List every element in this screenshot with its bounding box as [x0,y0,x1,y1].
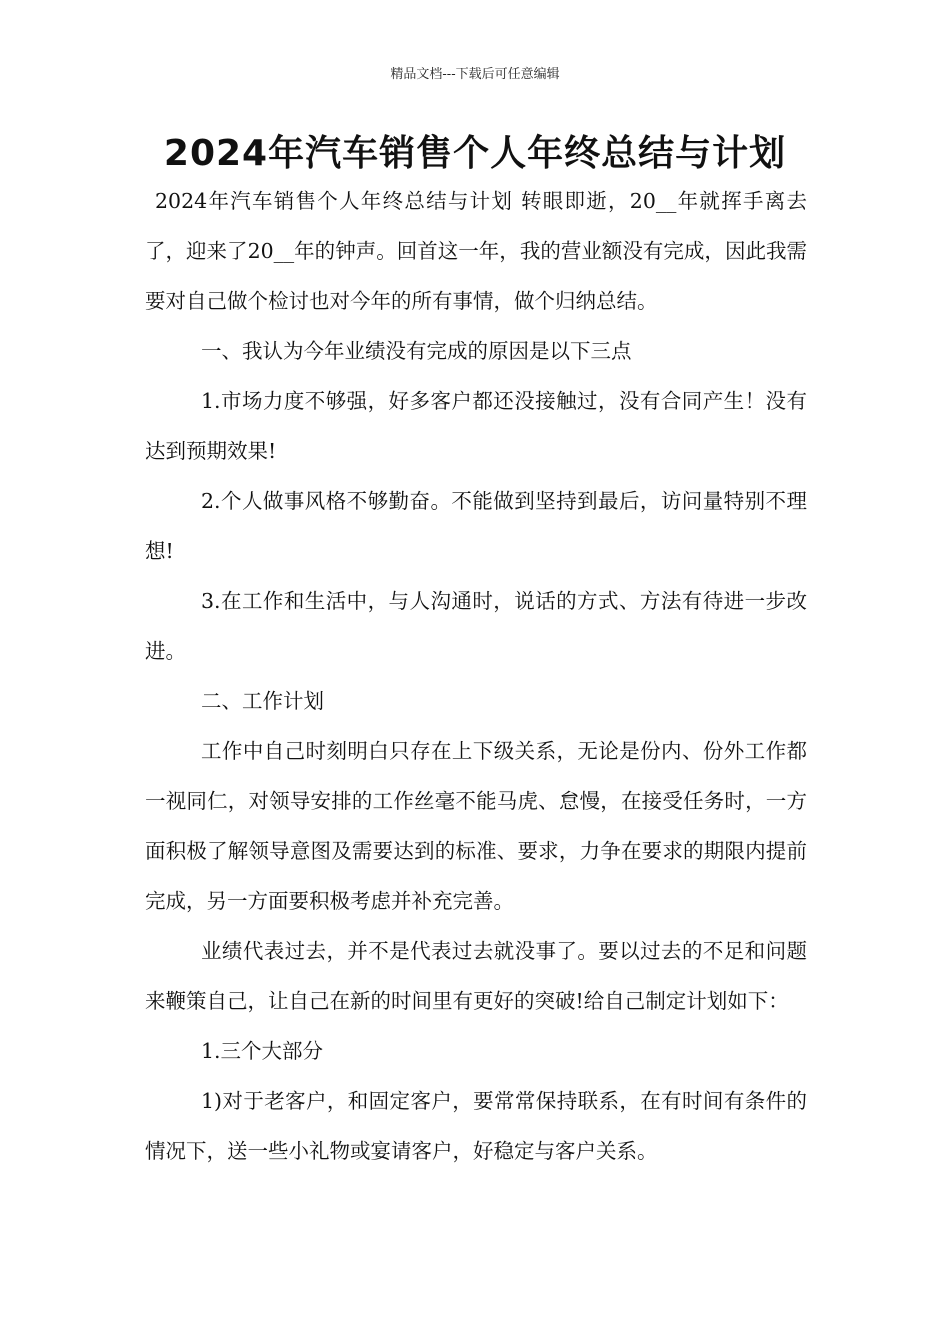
paragraph-intro: 2024年汽车销售个人年终总结与计划 转眼即逝，20__年就挥手离去了，迎来了20__年的钟声。回首这一年，我的营业额没有完成，因此我需要对自己做个检讨也对今年的所有事情，做个归纳总结。 [145,189,807,313]
subheading-three-parts: 1.三个大部分 [201,1039,324,1063]
paragraph-reason-2: 2.个人做事风格不够勤奋。不能做到坚持到最后，访问量特别不理想! [145,489,807,563]
document-body [145,176,807,1176]
section-heading-reasons: 一、我认为今年业绩没有完成的原因是以下三点 [201,339,632,363]
paragraph-performance: 业绩代表过去，并不是代表过去就没事了。要以过去的不足和问题来鞭策自己，让自己在新的时间里有更好的突破!给自己制定计划如下： [145,939,807,1013]
paragraph-reason-3: 3.在工作和生活中，与人沟通时，说话的方式、方法有待进一步改进。 [145,589,807,663]
paragraph-work-attitude: 工作中自己时刻明白只存在上下级关系，无论是份内、份外工作都一视同仁，对领导安排的工作丝毫不能马虎、怠慢，在接受任务时，一方面积极了解领导意图及需要达到的标准、要求，力争在要求的期限内提前完成，另一方面要积极考虑并补充完善。 [145,739,807,913]
paragraph-old-customers: 1)对于老客户，和固定客户，要常常保持联系，在有时间有条件的情况下，送一些小礼物或宴请客户，好稳定与客户关系。 [145,1089,807,1163]
header-note: 精品文档---下载后可任意编辑 [390,67,560,82]
section-heading-plan: 二、工作计划 [201,689,324,713]
document-title: 2024年汽车销售个人年终总结与计划 [163,133,787,174]
paragraph-reason-1: 1.市场力度不够强，好多客户都还没接触过，没有合同产生！没有达到预期效果! [145,389,807,463]
